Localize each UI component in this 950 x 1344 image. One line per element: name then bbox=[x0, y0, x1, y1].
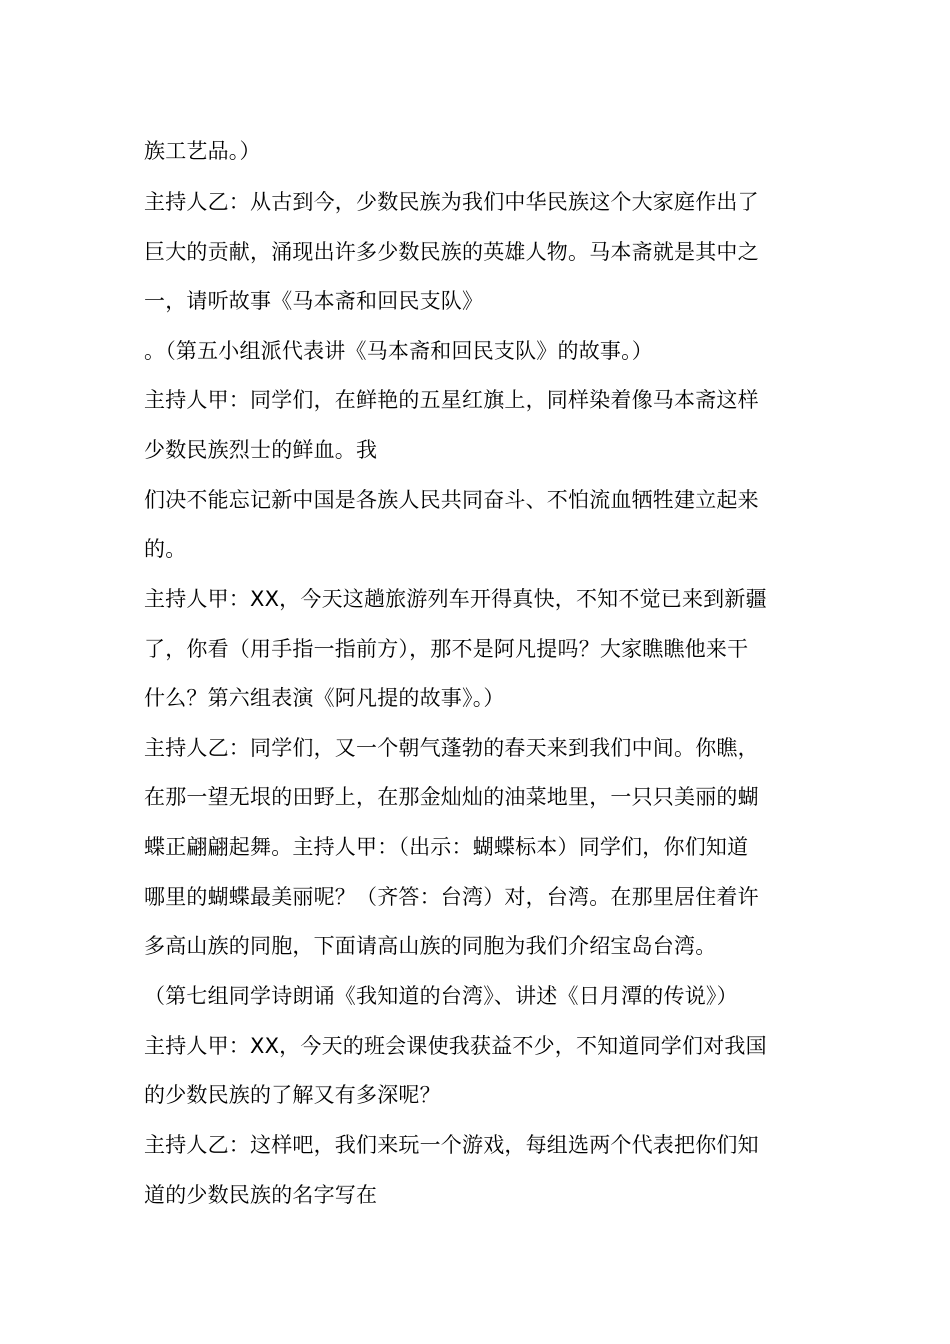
text-line: 族工艺品。） bbox=[144, 139, 261, 163]
text-line: （第七组同学诗朗诵《我知道的台湾》、讲述《日月潭的传说》） bbox=[144, 984, 738, 1008]
text-line: 主持人乙：从古到今，少数民族为我们中华民族这个大家庭作出了 bbox=[144, 190, 759, 214]
text-line: 道的少数民族的名字写在 bbox=[144, 1183, 378, 1207]
text-line: 一，请听故事《马本斋和回民支队》 bbox=[144, 289, 484, 313]
text-line: 什么？第六组表演《阿凡提的故事》。） bbox=[144, 686, 505, 710]
text-line: 多高山族的同胞，下面请高山族的同胞为我们介绍宝岛台湾。 bbox=[144, 934, 717, 958]
text-line: 了，你看（用手指一指前方），那不是阿凡提吗？大家瞧瞧他来干 bbox=[144, 637, 749, 661]
text-line: 们决不能忘记新中国是各族人民共同奋斗、不怕流血牺牲建立起来 bbox=[144, 488, 759, 512]
text-line: 的少数民族的了解又有多深呢？ bbox=[144, 1083, 441, 1107]
text-line: 主持人甲：XX，今天这趟旅游列车开得真快，不知不觉已来到新疆 bbox=[144, 587, 767, 611]
text-line: 主持人乙：这样吧，我们来玩一个游戏，每组选两个代表把你们知 bbox=[144, 1133, 759, 1157]
text-line: 。（第五小组派代表讲《马本斋和回民支队》的故事。） bbox=[144, 339, 653, 363]
text-line: 在那一望无垠的田野上，在那金灿灿的油菜地里，一只只美丽的蝴 bbox=[144, 785, 759, 809]
text-line: 少数民族烈士的鲜血。我 bbox=[144, 438, 378, 462]
text-line: 主持人甲：XX，今天的班会课使我获益不少，不知道同学们对我国 bbox=[144, 1034, 767, 1058]
text-line: 主持人乙：同学们，又一个朝气蓬勃的春天来到我们中间。你瞧， bbox=[144, 736, 759, 760]
text-line: 蝶正翩翩起舞。主持人甲：（出示：蝴蝶标本）同学们，你们知道 bbox=[144, 835, 749, 859]
text-line: 哪里的蝴蝶最美丽呢？（齐答：台湾）对，台湾。在那里居住着许 bbox=[144, 885, 759, 909]
text-line: 主持人甲：同学们，在鲜艳的五星红旗上，同样染着像马本斋这样 bbox=[144, 388, 759, 412]
text-line: 的。 bbox=[144, 537, 187, 561]
text-line: 巨大的贡献，涌现出许多少数民族的英雄人物。马本斋就是其中之 bbox=[144, 240, 759, 264]
